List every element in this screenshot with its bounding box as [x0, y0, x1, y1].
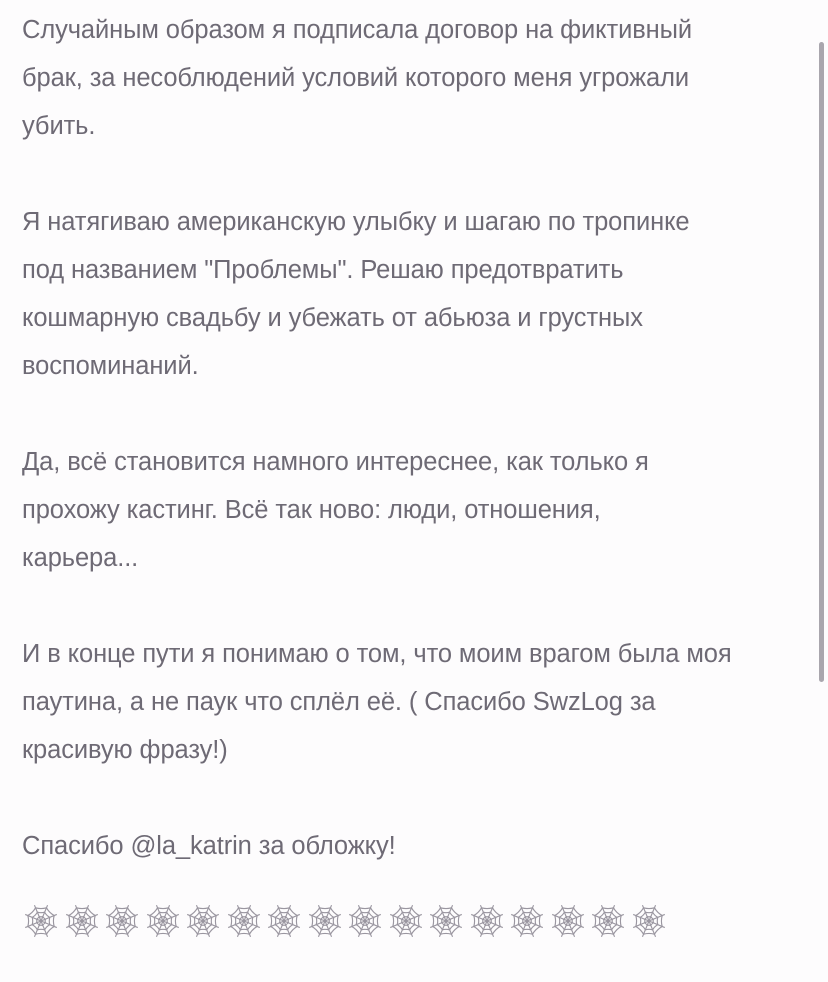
spider-web-icon	[184, 902, 222, 940]
spider-web-icon	[306, 902, 344, 940]
text-line: брак, за несоблюдений условий которого меня угрожали	[22, 64, 690, 92]
spider-web-icon	[549, 902, 587, 940]
text-line: Спасибо @la_katrin за обложку!	[22, 832, 396, 860]
spider-web-decoration-row	[22, 902, 812, 940]
text-line: И в конце пути я понимаю о том, что моим врагом была моя	[22, 640, 732, 668]
spider-web-icon	[63, 902, 101, 940]
description-paragraph-5	[22, 822, 812, 870]
spider-web-icon	[22, 902, 60, 940]
spider-web-icon	[468, 902, 506, 940]
spider-web-icon	[225, 902, 263, 940]
story-description	[22, 6, 812, 940]
text-line: кошмарную свадьбу и убежать от абьюза и грустных	[22, 304, 643, 332]
text-line: Случайным образом я подписала договор на фиктивный	[22, 16, 693, 44]
text-line: прохожу кастинг. Всё так ново: люди, отношения,	[22, 496, 601, 524]
text-line: под названием "Проблемы". Решаю предотвратить	[22, 256, 624, 284]
text-line: красивую фразу!)	[22, 736, 228, 764]
text-line: Да, всё становится намного интереснее, как только я	[22, 448, 649, 476]
spider-web-icon	[427, 902, 465, 940]
text-line: Я натягиваю американскую улыбку и шагаю по тропинке	[22, 208, 690, 236]
text-line: убить.	[22, 112, 96, 140]
spider-web-icon	[589, 902, 627, 940]
text-line: воспоминаний.	[22, 352, 199, 380]
description-paragraph-2	[22, 198, 812, 390]
scrollbar-thumb[interactable]	[819, 42, 824, 682]
text-line: карьера...	[22, 544, 139, 572]
description-paragraph-4	[22, 630, 812, 774]
text-line: паутина, а не паук что сплёл её. ( Спасибо SwzLog за	[22, 688, 656, 716]
spider-web-icon	[346, 902, 384, 940]
spider-web-icon	[387, 902, 425, 940]
description-paragraph-1	[22, 6, 812, 150]
spider-web-icon	[103, 902, 141, 940]
spider-web-icon	[265, 902, 303, 940]
spider-web-icon	[508, 902, 546, 940]
spider-web-icon	[144, 902, 182, 940]
description-paragraph-3	[22, 438, 812, 582]
spider-web-icon	[630, 902, 668, 940]
